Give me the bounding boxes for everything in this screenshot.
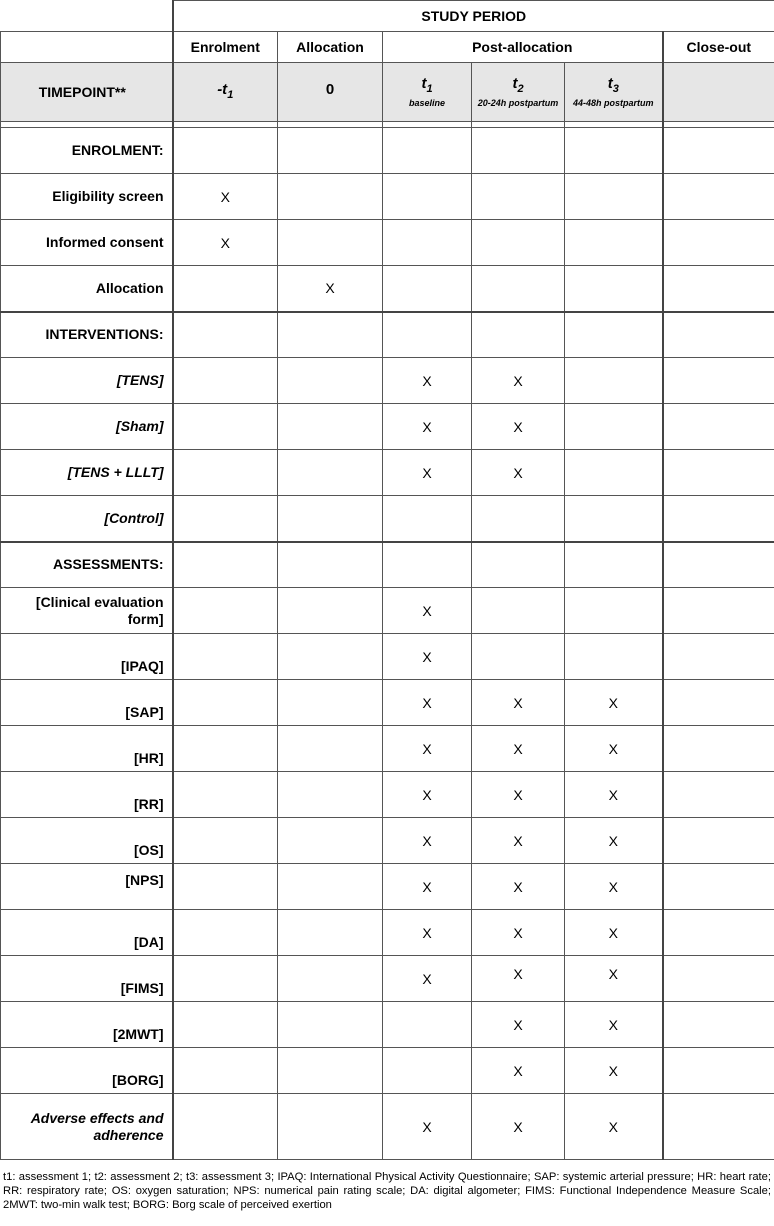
schedule-cell bbox=[278, 910, 383, 956]
blank-corner-2 bbox=[1, 32, 173, 63]
table-row bbox=[1, 266, 774, 312]
schedule-cell bbox=[173, 910, 278, 956]
study-period-header: STUDY PERIOD bbox=[173, 1, 774, 32]
schedule-cell: X bbox=[565, 864, 663, 910]
schedule-cell bbox=[278, 1094, 383, 1160]
schedule-cell bbox=[173, 404, 278, 450]
schedule-cell: X bbox=[565, 1048, 663, 1094]
schedule-cell bbox=[663, 542, 774, 588]
schedule-cell: X bbox=[383, 910, 472, 956]
table-row bbox=[1, 818, 774, 864]
row-label: Informed consent bbox=[1, 220, 173, 266]
row-label: [Clinical evaluation form] bbox=[1, 588, 173, 634]
schedule-cell bbox=[663, 1094, 774, 1160]
schedule-cell: X bbox=[278, 266, 383, 312]
schedule-cell bbox=[173, 726, 278, 772]
schedule-cell: X bbox=[383, 450, 472, 496]
schedule-cell bbox=[278, 818, 383, 864]
schedule-cell bbox=[663, 220, 774, 266]
schedule-cell bbox=[173, 956, 278, 1002]
table-row bbox=[1, 404, 774, 450]
schedule-cell bbox=[472, 542, 565, 588]
schedule-cell bbox=[472, 496, 565, 542]
schedule-cell bbox=[663, 818, 774, 864]
timepoint-note: baseline bbox=[408, 98, 446, 108]
schedule-cell bbox=[663, 910, 774, 956]
table-row bbox=[1, 128, 774, 174]
timepoint-main: $t_3$ bbox=[607, 75, 619, 95]
schedule-cell: X bbox=[383, 772, 472, 818]
table-row bbox=[1, 1094, 774, 1160]
schedule-cell bbox=[663, 772, 774, 818]
schedule-cell: X bbox=[472, 956, 565, 1002]
row-label: [OS] bbox=[1, 818, 173, 864]
row-label: ASSESSMENTS: bbox=[1, 542, 173, 588]
schedule-cell: X bbox=[383, 726, 472, 772]
schedule-cell bbox=[173, 588, 278, 634]
schedule-cell: X bbox=[565, 726, 663, 772]
row-label: [RR] bbox=[1, 772, 173, 818]
schedule-cell: X bbox=[472, 910, 565, 956]
table-row bbox=[1, 910, 774, 956]
schedule-cell: X bbox=[472, 772, 565, 818]
schedule-cell bbox=[663, 1048, 774, 1094]
schedule-cell: X bbox=[565, 818, 663, 864]
study-period-row bbox=[1, 1, 774, 32]
schedule-cell bbox=[278, 542, 383, 588]
schedule-cell bbox=[278, 174, 383, 220]
schedule-cell: X bbox=[472, 358, 565, 404]
schedule-cell bbox=[383, 128, 472, 174]
schedule-cell bbox=[173, 266, 278, 312]
schedule-cell: X bbox=[472, 726, 565, 772]
schedule-cell bbox=[383, 220, 472, 266]
row-label: ENROLMENT: bbox=[1, 128, 173, 174]
table-row bbox=[1, 956, 774, 1002]
table-row bbox=[1, 864, 774, 910]
schedule-cell bbox=[663, 496, 774, 542]
table-row bbox=[1, 220, 774, 266]
schedule-cell bbox=[663, 864, 774, 910]
schedule-cell: X bbox=[472, 1048, 565, 1094]
schedule-cell: X bbox=[565, 956, 663, 1002]
timepoint-row bbox=[1, 63, 774, 122]
schedule-cell bbox=[663, 680, 774, 726]
row-label: [NPS] bbox=[1, 864, 173, 910]
schedule-cell: X bbox=[383, 634, 472, 680]
table-row bbox=[1, 174, 774, 220]
tp-t3 bbox=[565, 63, 663, 122]
schedule-cell bbox=[278, 128, 383, 174]
timepoint-note: 20-24h postpartum bbox=[477, 98, 559, 108]
schedule-cell bbox=[173, 358, 278, 404]
schedule-cell bbox=[565, 634, 663, 680]
row-label: [IPAQ] bbox=[1, 634, 173, 680]
schedule-cell bbox=[173, 496, 278, 542]
schedule-cell bbox=[565, 220, 663, 266]
phase-post-allocation: Post-allocation bbox=[383, 32, 663, 63]
schedule-cell bbox=[173, 542, 278, 588]
schedule-cell bbox=[565, 312, 663, 358]
timepoint-note: 44-48h postpartum bbox=[572, 98, 654, 108]
schedule-cell bbox=[278, 1048, 383, 1094]
schedule-cell bbox=[173, 128, 278, 174]
schedule-cell bbox=[173, 1094, 278, 1160]
schedule-cell bbox=[663, 312, 774, 358]
schedule-cell bbox=[472, 266, 565, 312]
table-row bbox=[1, 680, 774, 726]
schedule-cell: X bbox=[472, 450, 565, 496]
schedule-cell: X bbox=[173, 174, 278, 220]
schedule-cell: X bbox=[472, 1094, 565, 1160]
schedule-cell bbox=[278, 450, 383, 496]
schedule-cell: X bbox=[472, 1002, 565, 1048]
row-label: [Sham] bbox=[1, 404, 173, 450]
schedule-cell: X bbox=[383, 818, 472, 864]
schedule-cell bbox=[173, 634, 278, 680]
schedule-cell bbox=[472, 312, 565, 358]
timepoint-label: TIMEPOINT** bbox=[1, 63, 173, 122]
schedule-cell bbox=[278, 358, 383, 404]
schedule-cell bbox=[278, 726, 383, 772]
schedule-cell: X bbox=[565, 1002, 663, 1048]
blank-corner bbox=[1, 1, 173, 32]
table-row bbox=[1, 772, 774, 818]
table-row bbox=[1, 542, 774, 588]
schedule-cell bbox=[565, 266, 663, 312]
row-label: INTERVENTIONS: bbox=[1, 312, 173, 358]
timepoint-main: 0 bbox=[325, 80, 335, 98]
schedule-cell bbox=[278, 634, 383, 680]
row-label: [2MWT] bbox=[1, 1002, 173, 1048]
schedule-cell: X bbox=[472, 818, 565, 864]
schedule-cell bbox=[565, 450, 663, 496]
phase-allocation: Allocation bbox=[278, 32, 383, 63]
schedule-cell bbox=[173, 312, 278, 358]
schedule-cell bbox=[278, 220, 383, 266]
schedule-cell bbox=[173, 772, 278, 818]
schedule-cell bbox=[383, 496, 472, 542]
row-label: [SAP] bbox=[1, 680, 173, 726]
timepoint-main: $t_1$ bbox=[421, 75, 433, 95]
schedule-cell bbox=[278, 680, 383, 726]
schedule-cell: X bbox=[565, 772, 663, 818]
schedule-cell bbox=[278, 864, 383, 910]
row-label: [TENS] bbox=[1, 358, 173, 404]
schedule-cell bbox=[663, 634, 774, 680]
schedule-cell: X bbox=[472, 680, 565, 726]
schedule-cell bbox=[472, 588, 565, 634]
schedule-cell bbox=[173, 680, 278, 726]
schedule-cell bbox=[383, 174, 472, 220]
schedule-cell bbox=[472, 220, 565, 266]
schedule-cell bbox=[565, 358, 663, 404]
schedule-cell bbox=[383, 1002, 472, 1048]
schedule-cell bbox=[565, 128, 663, 174]
schedule-cell: X bbox=[383, 588, 472, 634]
schedule-cell: X bbox=[383, 680, 472, 726]
timepoint-main: $t_2$ bbox=[512, 75, 524, 95]
schedule-cell: X bbox=[383, 404, 472, 450]
phase-close-out: Close-out bbox=[663, 32, 774, 63]
table-row bbox=[1, 726, 774, 772]
schedule-cell bbox=[663, 726, 774, 772]
schedule-cell bbox=[565, 496, 663, 542]
schedule-cell bbox=[663, 266, 774, 312]
schedule-cell: X bbox=[472, 864, 565, 910]
schedule-cell: X bbox=[383, 864, 472, 910]
tp-close-out bbox=[663, 63, 774, 122]
phase-enrolment: Enrolment bbox=[173, 32, 278, 63]
schedule-cell bbox=[472, 128, 565, 174]
schedule-cell bbox=[278, 496, 383, 542]
schedule-cell bbox=[565, 588, 663, 634]
table-row bbox=[1, 1002, 774, 1048]
schedule-cell bbox=[383, 266, 472, 312]
table-row bbox=[1, 634, 774, 680]
schedule-cell bbox=[565, 174, 663, 220]
table-row bbox=[1, 496, 774, 542]
schedule-cell bbox=[173, 450, 278, 496]
row-label: [DA] bbox=[1, 910, 173, 956]
table-footnote: t1: assessment 1; t2: assessment 2; t3: assessment 3; IPAQ: International Physical Activity Questionnaire; SAP: systemic arterial pressure; HR: heart rate; RR: respiratory rate; OS: oxygen saturation; NPS: numerical pain rating scale; DA: digital algometer; FIMS: Functional Independence Measure Scale; 2MWT: two-min walk test; BORG: Borg scale of perceived exertion bbox=[3, 1171, 771, 1211]
table-row bbox=[1, 312, 774, 358]
schedule-cell bbox=[173, 818, 278, 864]
tp-baseline bbox=[383, 63, 472, 122]
schedule-cell bbox=[278, 588, 383, 634]
schedule-cell bbox=[663, 174, 774, 220]
phase-row bbox=[1, 32, 774, 63]
schedule-cell bbox=[565, 542, 663, 588]
row-label: [BORG] bbox=[1, 1048, 173, 1094]
schedule-cell bbox=[278, 404, 383, 450]
row-label: [TENS + LLLT] bbox=[1, 450, 173, 496]
row-label: Eligibility screen bbox=[1, 174, 173, 220]
schedule-cell bbox=[663, 588, 774, 634]
schedule-cell bbox=[278, 956, 383, 1002]
schedule-cell bbox=[663, 404, 774, 450]
schedule-cell bbox=[472, 174, 565, 220]
row-label: [FIMS] bbox=[1, 956, 173, 1002]
schedule-cell bbox=[472, 634, 565, 680]
row-label: [Control] bbox=[1, 496, 173, 542]
tp-enrolment bbox=[173, 63, 278, 122]
schedule-cell: X bbox=[472, 404, 565, 450]
schedule-cell: X bbox=[383, 358, 472, 404]
schedule-cell bbox=[383, 1048, 472, 1094]
schedule-cell: X bbox=[173, 220, 278, 266]
schedule-cell: X bbox=[565, 1094, 663, 1160]
schedule-cell bbox=[173, 1002, 278, 1048]
schedule-cell: X bbox=[565, 680, 663, 726]
schedule-cell bbox=[565, 404, 663, 450]
row-label: Allocation bbox=[1, 266, 173, 312]
schedule-cell bbox=[278, 1002, 383, 1048]
row-label: Adverse effects and adherence bbox=[1, 1094, 173, 1160]
schedule-cell bbox=[663, 358, 774, 404]
tp-t2 bbox=[472, 63, 565, 122]
table-row bbox=[1, 588, 774, 634]
schedule-cell bbox=[663, 956, 774, 1002]
table-row bbox=[1, 358, 774, 404]
schedule-cell: X bbox=[383, 1094, 472, 1160]
schedule-cell bbox=[663, 450, 774, 496]
schedule-cell bbox=[663, 1002, 774, 1048]
schedule-cell bbox=[383, 542, 472, 588]
tp-allocation bbox=[278, 63, 383, 122]
schedule-cell bbox=[173, 1048, 278, 1094]
schedule-cell: X bbox=[565, 910, 663, 956]
schedule-cell bbox=[278, 312, 383, 358]
row-label: [HR] bbox=[1, 726, 173, 772]
table-row bbox=[1, 1048, 774, 1094]
schedule-cell: X bbox=[383, 956, 472, 1002]
schedule-cell bbox=[663, 128, 774, 174]
schedule-cell bbox=[173, 864, 278, 910]
schedule-cell bbox=[383, 312, 472, 358]
timepoint-main: $-t_1$ bbox=[217, 80, 234, 101]
table-row bbox=[1, 450, 774, 496]
schedule-cell bbox=[278, 772, 383, 818]
